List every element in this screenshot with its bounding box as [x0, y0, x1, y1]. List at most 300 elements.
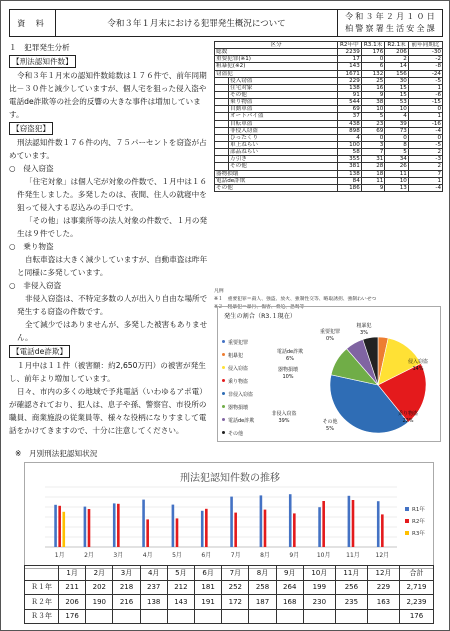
stats-value-cell: 84: [337, 177, 361, 184]
stats-value-cell: -5: [408, 141, 442, 148]
stats-subcategory-cell: その他: [229, 163, 338, 170]
x-tick-label: 5月: [172, 552, 182, 559]
bar: [264, 510, 267, 547]
stats-category-cell: 器物損壊: [215, 170, 338, 177]
stats-indent-cell: [215, 149, 229, 156]
bar: [293, 513, 296, 547]
stats-value-cell: 7: [361, 149, 385, 156]
section-heading: １ 犯罪発生分析: [9, 43, 70, 52]
pie-slice-label: [270, 367, 306, 380]
stats-indent-cell: [215, 99, 229, 106]
stats-row: [215, 113, 443, 120]
pie-slice-label: [346, 323, 382, 336]
monthly-value-cell: 218: [113, 580, 140, 595]
monthly-value-cell: 2,239: [400, 595, 434, 610]
legend-label: その他: [228, 431, 244, 437]
monthly-header-cell: 1月: [59, 566, 86, 581]
pie-slice-percent: 22%: [402, 417, 414, 424]
nonburglary-heading: ○ 非侵入窃盗: [9, 281, 62, 290]
stats-value-cell: 38: [361, 99, 385, 106]
monthly-header-cell: 2月: [86, 566, 113, 581]
theft-paragraph: 刑法認知件数１７６件の内、７５パーセントを窃盗が占めています。: [9, 138, 207, 160]
stats-value-cell: -2: [408, 56, 442, 63]
stats-value-cell: 10: [385, 177, 409, 184]
stats-category-cell: 重要犯罪(※1): [215, 56, 338, 63]
stats-row: [215, 99, 443, 106]
stats-row: [215, 127, 443, 134]
stats-category-cell: その他: [215, 184, 338, 191]
stats-value-cell: -16: [408, 120, 442, 127]
pie-slice-name: 侵入窃盗: [407, 359, 428, 365]
stats-category-cell: 電話de詐欺: [215, 177, 338, 184]
stats-value-cell: 26: [385, 163, 409, 170]
bar: [172, 505, 175, 547]
monthly-row-label: Ｒ１年: [25, 580, 59, 595]
stats-value-cell: -4: [408, 184, 442, 191]
stats-row: [215, 56, 443, 63]
nonburglary-paragraph-1: 非侵入窃盗は、不特定多数の人が出入り自由な場所で発生する窃盗の件数です。: [17, 294, 208, 316]
monthly-value-cell: [167, 609, 194, 624]
bar: [54, 505, 57, 547]
stats-value-cell: -5: [408, 77, 442, 84]
monthly-value-cell: [367, 609, 399, 624]
pie-chart-title: 発生の割合（R3.１現在）: [224, 313, 297, 320]
stats-indent-cell: [215, 120, 229, 127]
stats-value-cell: 898: [337, 127, 361, 134]
legend-label: 粗暴犯: [228, 353, 244, 359]
pie-slice-name: 乗り物盗: [397, 411, 418, 417]
stats-indent-cell: [215, 156, 229, 163]
stats-value-cell: 58: [337, 149, 361, 156]
stats-value-cell: 18: [361, 170, 385, 177]
stats-value-cell: 0: [361, 56, 385, 63]
stats-value-cell: 13: [385, 184, 409, 191]
bar-chart: [24, 462, 434, 569]
stats-row: [215, 163, 443, 170]
stats-value-cell: 5: [385, 149, 409, 156]
stats-value-cell: 229: [337, 77, 361, 84]
stats-row: [215, 120, 443, 127]
stats-row: [215, 63, 443, 70]
stats-value-cell: 0: [408, 106, 442, 113]
bar: [201, 511, 204, 547]
x-tick-label: 10月: [316, 552, 331, 559]
monthly-value-cell: 163: [367, 595, 399, 610]
note-2: ※２ 粗暴犯＝暴行、傷害、脅迫、恐喝等: [214, 305, 305, 310]
stats-value-cell: 17: [337, 56, 361, 63]
monthly-value-cell: 172: [222, 595, 249, 610]
stats-value-cell: 9: [361, 184, 385, 191]
stats-value-cell: 2: [385, 56, 409, 63]
x-tick-label: 8月: [260, 552, 270, 559]
stats-value-cell: 6: [361, 63, 385, 70]
stats-row: [215, 84, 443, 91]
stats-indent-cell: [215, 134, 229, 141]
nonburglary-paragraph-2: 全て減少ではありませんが、多発した被害もありません。: [17, 320, 208, 342]
pie-slice-name: 器物損壊: [277, 367, 298, 373]
stats-value-cell: 37: [337, 113, 361, 120]
burglary-paragraph-2: 「その他」は事業所等の法人対象の件数で、１月の発生は９件でした。: [17, 216, 208, 238]
x-tick-label: 6月: [201, 552, 212, 559]
legend-label: 侵入窃盗: [228, 366, 249, 372]
bar: [289, 494, 292, 547]
x-tick-label: 12月: [375, 552, 390, 559]
stats-row: [215, 149, 443, 156]
stats-value-cell: 53: [385, 99, 409, 106]
fraud-heading: 【電話de詐欺】: [9, 345, 70, 358]
stats-value-cell: 25: [361, 77, 385, 84]
bar: [352, 500, 355, 547]
stats-value-cell: 14: [385, 63, 409, 70]
stats-value-cell: 143: [337, 63, 361, 70]
document-date: 令和３年２月１０日: [345, 12, 437, 21]
stats-value-cell: 8: [385, 141, 409, 148]
stats-value-cell: 176: [361, 49, 385, 56]
total-paragraph: 令和３年１月末の認知件数総数は１７６件で、前年同期比－３０件と減少していますが、個人宅を狙った侵入盗や電話de詐欺等の社会的反響の大きな事件は増加しています。: [9, 71, 207, 119]
monthly-value-cell: 235: [335, 595, 367, 610]
stats-value-cell: 69: [337, 106, 361, 113]
stats-value-cell: 15: [385, 91, 409, 98]
document-header: [9, 9, 443, 37]
monthly-row: [25, 580, 434, 595]
stats-subcategory-cell: オートバイ盗: [229, 113, 338, 120]
monthly-value-cell: [140, 609, 167, 624]
monthly-header-cell: 7月: [222, 566, 249, 581]
stats-row: [215, 91, 443, 98]
stats-value-cell: -6: [408, 91, 442, 98]
pie-slice-percent: 39%: [278, 417, 290, 424]
legend-label: 乗り物盗: [228, 379, 249, 385]
stats-value-cell: 39: [385, 120, 409, 127]
monthly-value-cell: 256: [335, 580, 367, 595]
monthly-row-label: Ｒ２年: [25, 595, 59, 610]
bar: [234, 513, 237, 547]
monthly-value-cell: 216: [113, 595, 140, 610]
bar: [146, 519, 149, 547]
pie-slice-percent: 6%: [286, 355, 294, 362]
legend-marker: [405, 531, 409, 535]
monthly-value-cell: 199: [303, 580, 335, 595]
crime-stats-table: [214, 41, 443, 192]
stats-header-cell: R2.1末: [385, 42, 409, 49]
stats-value-cell: 2239: [337, 49, 361, 56]
monthly-header-cell: [25, 566, 59, 581]
stats-value-cell: 30: [385, 77, 409, 84]
stats-indent-cell: [215, 106, 229, 113]
pie-slice-label: [312, 329, 348, 342]
stats-row: [215, 156, 443, 163]
stats-value-cell: 355: [337, 156, 361, 163]
monthly-chart-label: ※ 月別刑法犯認知状況: [15, 449, 98, 458]
stats-value-cell: 9: [361, 91, 385, 98]
stats-row: [215, 70, 443, 77]
monthly-value-cell: 229: [367, 580, 399, 595]
stats-value-cell: 7: [408, 170, 442, 177]
stats-header-cell: 前年同期比: [408, 42, 442, 49]
analysis-text: [9, 41, 209, 437]
stats-header-cell: R3.1末: [361, 42, 385, 49]
monthly-value-cell: [86, 609, 113, 624]
fraud-paragraph-1: １月中は１１件（被害額：約2,650万円）の被害が発生し、前年より増加しています。: [9, 361, 206, 383]
legend-label: 電話de詐欺: [228, 418, 255, 424]
stats-header-row: [215, 42, 443, 49]
x-tick-label: 11月: [346, 552, 360, 559]
monthly-value-cell: [276, 609, 303, 624]
bar: [113, 503, 116, 547]
bar: [142, 500, 145, 547]
stats-subcategory-cell: 自転車盗: [229, 120, 338, 127]
stats-value-cell: -3: [408, 156, 442, 163]
stats-value-cell: 2: [408, 163, 442, 170]
bar-chart-title: 刑法犯認知件数の推移: [180, 473, 280, 484]
monthly-value-cell: 168: [276, 595, 303, 610]
monthly-table: [24, 565, 434, 624]
stats-value-cell: 0: [408, 134, 442, 141]
stats-value-cell: -8: [408, 63, 442, 70]
stats-value-cell: 1: [408, 84, 442, 91]
note-1: ※１ 重要犯罪＝殺人、強盗、放火、強制性交等、略取誘拐、強制わいせつ: [214, 297, 377, 302]
stats-value-cell: 5: [361, 113, 385, 120]
monthly-value-cell: 2,719: [400, 580, 434, 595]
monthly-row: [25, 595, 434, 610]
bar: [230, 497, 233, 547]
stats-value-cell: 69: [361, 127, 385, 134]
monthly-header-cell: 11月: [335, 566, 367, 581]
vehicle-paragraph: 自転車盗は大きく減少していますが、自動車盗は昨年と同様に多発しています。: [17, 255, 208, 277]
stats-value-cell: 138: [337, 84, 361, 91]
monthly-value-cell: 202: [86, 580, 113, 595]
legend-marker: [405, 507, 409, 511]
stats-value-cell: 0: [361, 134, 385, 141]
stats-subcategory-cell: 車上ねらい: [229, 141, 338, 148]
stats-value-cell: 34: [385, 156, 409, 163]
bar: [205, 509, 208, 547]
monthly-header-cell: 6月: [195, 566, 222, 581]
x-tick-label: 3月: [113, 552, 124, 559]
stats-row: [215, 141, 443, 148]
monthly-value-cell: 230: [303, 595, 335, 610]
stats-value-cell: 91: [337, 91, 361, 98]
stats-row: [215, 177, 443, 184]
legend-label: R1年: [412, 507, 425, 513]
legend-label: R2年: [412, 519, 425, 525]
stats-indent-cell: [215, 127, 229, 134]
stats-value-cell: 28: [361, 163, 385, 170]
monthly-value-cell: 138: [140, 595, 167, 610]
bar: [88, 509, 91, 547]
stats-row: [215, 49, 443, 56]
monthly-header-cell: 8月: [249, 566, 276, 581]
monthly-value-cell: [303, 609, 335, 624]
x-tick-label: 9月: [289, 552, 300, 559]
bar: [62, 512, 65, 547]
monthly-value-cell: 211: [59, 580, 86, 595]
stats-value-cell: 438: [337, 120, 361, 127]
stats-value-cell: 4: [337, 134, 361, 141]
pie-slice-label: [312, 419, 348, 432]
stats-row: [215, 170, 443, 177]
bar: [318, 507, 321, 547]
stats-category-cell: 乗り物盗: [229, 99, 338, 106]
monthly-value-cell: 190: [86, 595, 113, 610]
monthly-value-cell: 258: [249, 580, 276, 595]
monthly-value-cell: 176: [400, 609, 434, 624]
monthly-header-cell: 3月: [113, 566, 140, 581]
stats-category-cell: 非侵入窃盗: [229, 127, 338, 134]
x-tick-label: 7月: [230, 552, 241, 559]
stats-subcategory-cell: ひったくり: [229, 134, 338, 141]
stats-header-cell: 区分: [215, 42, 338, 49]
bar: [381, 514, 384, 547]
pie-chart: [217, 306, 441, 442]
stats-category-cell: 総数: [215, 49, 338, 56]
pie-slice-label: [400, 359, 436, 372]
x-tick-label: 1月: [54, 552, 65, 559]
monthly-value-cell: 237: [140, 580, 167, 595]
pie-slice-name: 重要犯罪: [319, 329, 340, 335]
stats-subcategory-cell: 自動車盗: [229, 106, 338, 113]
stats-value-cell: 11: [385, 170, 409, 177]
stats-value-cell: 10: [385, 106, 409, 113]
stats-value-cell: -24: [408, 70, 442, 77]
stats-value-cell: 2: [408, 149, 442, 156]
stats-row: [215, 134, 443, 141]
stats-indent-cell: [215, 84, 229, 91]
stats-value-cell: -15: [408, 99, 442, 106]
stats-value-cell: 4: [385, 113, 409, 120]
monthly-value-cell: 191: [195, 595, 222, 610]
header-meta: [340, 11, 442, 35]
stats-header-cell: R2年中: [337, 42, 361, 49]
stats-indent-cell: [215, 77, 229, 84]
pie-slice-percent: 0%: [326, 335, 334, 342]
bar: [322, 501, 325, 547]
monthly-value-cell: 252: [222, 580, 249, 595]
stats-value-cell: 381: [337, 163, 361, 170]
monthly-header-cell: 4月: [140, 566, 167, 581]
x-tick-label: 4月: [142, 552, 153, 559]
pie-slice-label: [266, 411, 302, 424]
document-title: 令和３年１月末における犯罪発生概況について: [56, 10, 338, 36]
monthly-row: [25, 609, 434, 624]
vehicle-heading: ○ 乗り物盗: [9, 242, 54, 251]
legend-label: 重要犯罪: [228, 340, 249, 346]
bar: [58, 506, 61, 547]
stats-value-cell: 0: [385, 134, 409, 141]
monthly-value-cell: [195, 609, 222, 624]
monthly-header-cell: 合計: [400, 566, 434, 581]
stats-row: [215, 106, 443, 113]
stats-subcategory-cell: 住宅対象: [229, 84, 338, 91]
stats-value-cell: 544: [337, 99, 361, 106]
monthly-header-row: [25, 566, 434, 581]
legend-label: R3年: [412, 531, 425, 537]
stats-value-cell: 16: [361, 84, 385, 91]
pie-slice-percent: 3%: [360, 329, 368, 336]
legend-label: 非侵入窃盗: [228, 392, 254, 398]
stats-value-cell: -30: [408, 49, 442, 56]
stats-value-cell: 11: [361, 177, 385, 184]
stats-row: [215, 77, 443, 84]
stats-value-cell: 156: [385, 70, 409, 77]
monthly-value-cell: 176: [59, 609, 86, 624]
monthly-header-cell: 12月: [367, 566, 399, 581]
stats-subcategory-cell: 万引き: [229, 156, 338, 163]
notes-title: 凡例: [214, 289, 224, 294]
monthly-value-cell: 264: [276, 580, 303, 595]
bar: [84, 507, 87, 547]
stats-value-cell: 100: [337, 141, 361, 148]
stats-value-cell: 138: [337, 170, 361, 177]
bar: [377, 501, 380, 547]
monthly-value-cell: 181: [195, 580, 222, 595]
burglary-paragraph-1: 「住宅対象」は個人宅が対象の件数で、１月中は１６件発生しました。多発したのは、夜間、住人の就寝中を狙って侵入する忍込みの手口です。: [17, 177, 208, 212]
pie-slice-label: [272, 349, 308, 362]
pie-slice-name: 電話de詐欺: [276, 349, 304, 355]
x-tick-label: 2月: [84, 552, 94, 559]
legend-marker: [405, 519, 409, 523]
stats-value-cell: 206: [385, 49, 409, 56]
total-heading: 【刑法認知件数】: [9, 55, 76, 68]
stats-value-cell: 1671: [337, 70, 361, 77]
pie-slice-name: 粗暴犯: [356, 323, 372, 329]
stats-value-cell: 10: [361, 106, 385, 113]
pie-slice-percent: 14%: [412, 365, 424, 372]
stats-subcategory-cell: その他: [229, 91, 338, 98]
pie-slice-name: その他: [322, 419, 338, 425]
monthly-value-cell: [113, 609, 140, 624]
stats-value-cell: 31: [361, 156, 385, 163]
pie-slice-label: [390, 411, 426, 424]
theft-heading: 【窃盗犯】: [9, 122, 53, 135]
stats-category-cell: 窃盗犯: [215, 70, 338, 77]
stats-indent-cell: [215, 113, 229, 120]
bar: [176, 518, 179, 547]
pie-slice-percent: 5%: [326, 425, 334, 432]
monthly-value-cell: [335, 609, 367, 624]
stats-value-cell: -4: [408, 127, 442, 134]
stats-value-cell: 1: [408, 113, 442, 120]
bar: [348, 496, 351, 547]
stats-value-cell: 73: [385, 127, 409, 134]
stats-value-cell: 3: [361, 141, 385, 148]
burglary-heading: ○ 侵入窃盗: [9, 164, 54, 173]
monthly-value-cell: 212: [167, 580, 194, 595]
monthly-header-cell: 9月: [276, 566, 303, 581]
pie-slice-percent: 10%: [282, 373, 294, 380]
monthly-header-cell: 10月: [303, 566, 335, 581]
stats-value-cell: 186: [337, 184, 361, 191]
stats-indent-cell: [215, 163, 229, 170]
stats-category-cell: 侵入窃盗: [229, 77, 338, 84]
monthly-value-cell: [249, 609, 276, 624]
monthly-value-cell: 206: [59, 595, 86, 610]
bar: [117, 504, 120, 547]
pie-slice-name: 非侵入窃盗: [271, 411, 297, 417]
stats-value-cell: 1: [408, 177, 442, 184]
legend-label: 器物損壊: [228, 405, 249, 411]
stats-value-cell: 15: [385, 84, 409, 91]
stats-value-cell: 132: [361, 70, 385, 77]
stats-value-cell: 23: [361, 120, 385, 127]
monthly-value-cell: 143: [167, 595, 194, 610]
department-name: 柏警察署生活安全課: [345, 24, 437, 33]
fraud-paragraph-2: 日々、市内の多くの地域で予兆電話（いわゆるアポ電）が確認されており、犯人は、息子や孫、警察官、市役所の職員、商業施設の従業員等、様々な役柄になりすまして電話をかけてきますので、十分に注意してください。: [9, 387, 207, 435]
monthly-value-cell: 187: [249, 595, 276, 610]
monthly-header-cell: 5月: [167, 566, 194, 581]
stats-subcategory-cell: 部品ねらい: [229, 149, 338, 156]
stats-row: [215, 184, 443, 191]
